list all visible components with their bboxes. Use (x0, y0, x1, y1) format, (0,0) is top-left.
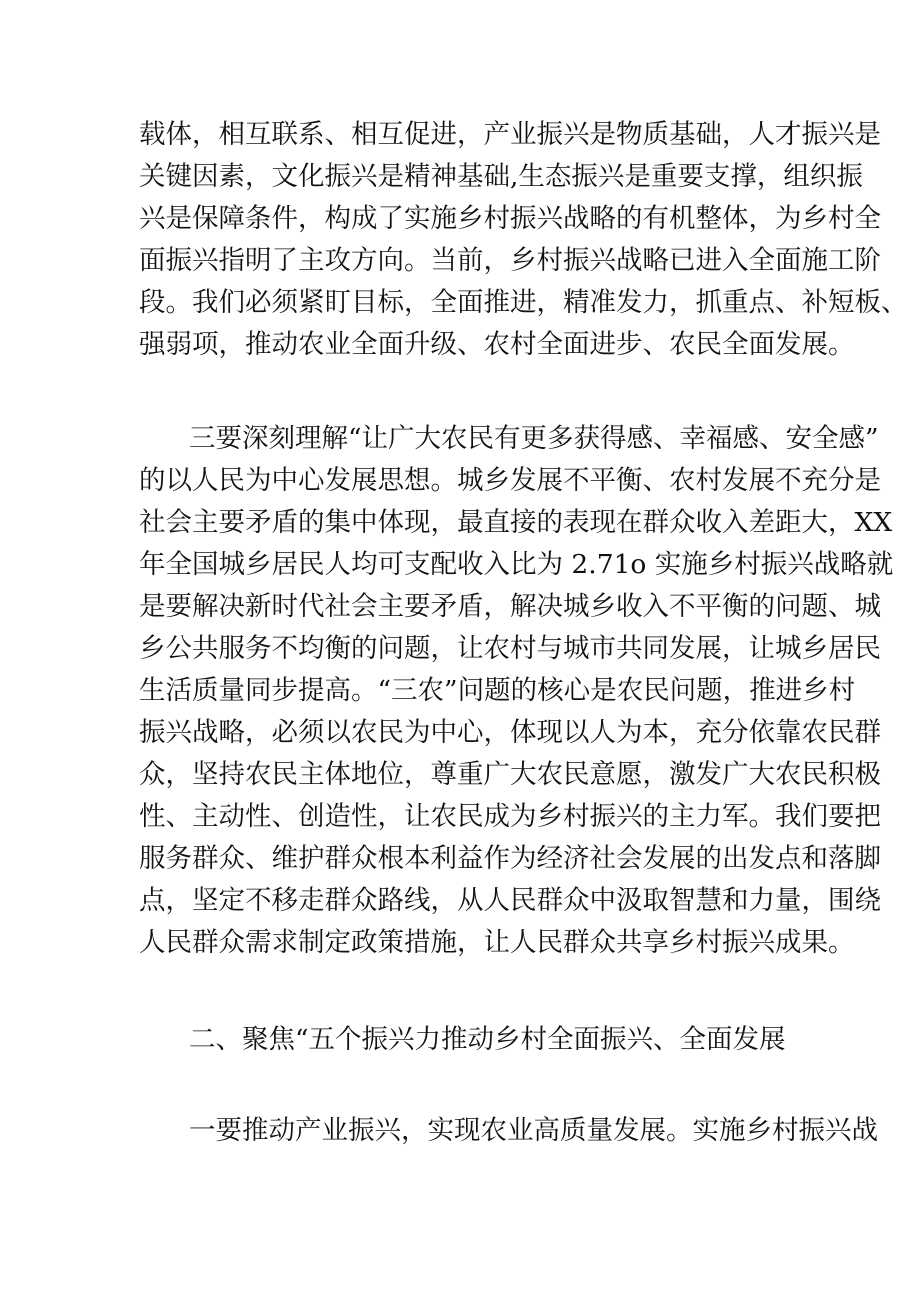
paragraph-2-line-8: 振兴战略，必须以农民为中心，体现以人为本，充分依靠农民群 (139, 717, 881, 748)
paragraph-1-line-1: 载体，相互联系、相互促进，产业振兴是物质基础，人才振兴是 (139, 119, 881, 150)
paragraph-1-line-5: 段。我们必须紧盯目标，全面推进，精准发力，抓重点、补短板、 (139, 287, 908, 318)
paragraph-2-line-1: 三要深刻理解“让广大农民有更多获得感、幸福感、安全感” (189, 423, 879, 454)
paragraph-2-line-10: 性、主动性、创造性，让农民成为乡村振兴的主力军。我们要把 (139, 801, 881, 832)
paragraph-2-line-11: 服务群众、维护群众根本利益作为经济社会发展的出发点和落脚 (139, 843, 881, 874)
paragraph-2-line-13: 人民群众需求制定政策措施，让人民群众共享乡村振兴成果。 (139, 927, 855, 958)
section-heading: 二、聚焦“五个振兴力推动乡村全面振兴、全面发展 (189, 1024, 786, 1055)
paragraph-2-line-2: 的以人民为中心发展思想。城乡发展不平衡、农村发展不充分是 (139, 465, 881, 496)
paragraph-2-line-12: 点，坚定不移走群众路线，从人民群众中汲取智慧和力量，围绕 (139, 885, 881, 916)
paragraph-2-line-3: 社会主要矛盾的集中体现，最直接的表现在群众收入差距大，XX (139, 507, 893, 538)
paragraph-1-line-3: 兴是保障条件，构成了实施乡村振兴战略的有机整体，为乡村全 (139, 203, 881, 234)
paragraph-2-line-6: 乡公共服务不均衡的问题，让农村与城市共同发展，让城乡居民 (139, 633, 881, 664)
paragraph-1-line-6: 强弱项，推动农业全面升级、农村全面进步、农民全面发展。 (139, 329, 855, 360)
paragraph-3-line-1: 一要推动产业振兴，实现农业高质量发展。实施乡村振兴战 (189, 1115, 878, 1146)
paragraph-2-line-9: 众，坚持农民主体地位，尊重广大农民意愿，激发广大农民积极 (139, 759, 881, 790)
paragraph-2-line-5: 是要解决新时代社会主要矛盾，解决城乡收入不平衡的问题、城 (139, 591, 881, 622)
paragraph-2-line-4: 年全国城乡居民人均可支配收入比为 2.71o 实施乡村振兴战略就 (139, 549, 894, 580)
paragraph-2-line-7: 生活质量同步提高。“三农”问题的核心是农民问题，推进乡村 (139, 675, 856, 706)
paragraph-1-line-2: 关键因素，文化振兴是精神基础,生态振兴是重要支撑，组织振 (139, 161, 863, 192)
paragraph-1-line-4: 面振兴指明了主攻方向。当前，乡村振兴战略已进入全面施工阶 (139, 245, 881, 276)
